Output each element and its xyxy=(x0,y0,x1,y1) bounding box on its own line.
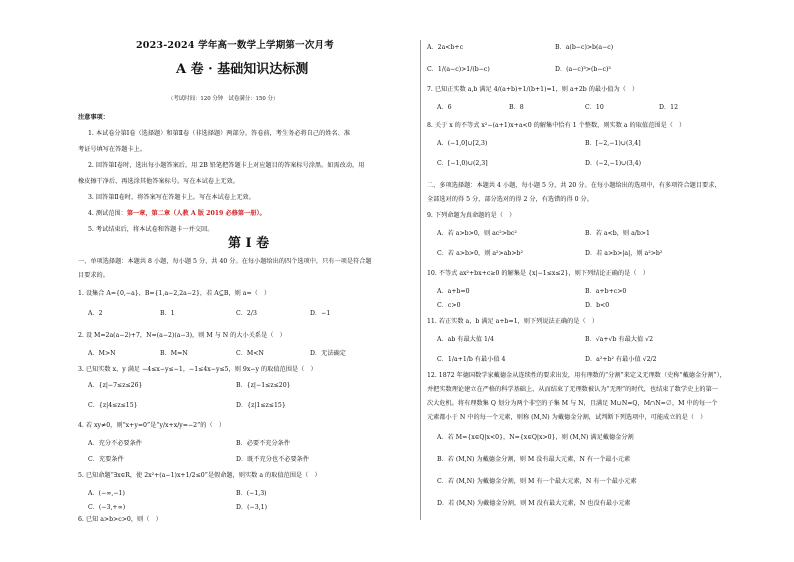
option-c[interactable]: C．c>0 xyxy=(437,302,461,309)
question-stem: 4. 若 xy≠0，则“x+y=0”是“y/x+x/y=−2”的（ ） xyxy=(78,422,226,429)
note-line xyxy=(88,210,266,217)
section-title: 第 Ⅰ 卷 xyxy=(228,236,270,251)
option-a[interactable]: A．6 xyxy=(437,104,452,111)
option-b[interactable]: B．必要不充分条件 xyxy=(236,440,291,447)
option-d[interactable]: D．−1 xyxy=(310,310,331,317)
exam-subtitle: A 卷 · 基础知识达标测 xyxy=(176,62,309,77)
part2-intro: 二、多项选择题：本题共 4 小题，每小题 5 分，共 20 分。在每小题给出的选项中，有多项符合题目要求， xyxy=(427,182,721,189)
note-line: 5. 考试结束后，将本试卷和答题卡一并交回。 xyxy=(88,226,214,233)
part1-intro: 目要求的。 xyxy=(78,272,109,279)
option-d[interactable]: D．无法确定 xyxy=(310,350,346,357)
option-d[interactable]: D．{z|1≤z≤15} xyxy=(236,402,286,409)
note-line: 1. 本试卷分第Ⅰ卷（选择题）和第Ⅱ卷（非选择题）两部分。答卷前，考生务必将自己的姓名、准 xyxy=(88,130,351,137)
option-d[interactable]: D．b<0 xyxy=(585,302,610,309)
question-stem: 10. 不等式 ax²+bx+c≥0 的解集是 {x|−1≤x≤2}，则下列结论正确的是（ ） xyxy=(427,270,649,277)
question-stem: 元素都小于 N 中的每一个元素，则称 (M,N) 为戴德金分割，试判断下列选项中，可能成立的是（ ） xyxy=(427,414,707,421)
option-b[interactable]: B．√a+√b 有最大值 √2 xyxy=(585,336,654,343)
option-a[interactable]: A．(−∞,−1) xyxy=(88,490,125,497)
option-a[interactable]: A．(−1,0]∪[2,3) xyxy=(437,140,488,147)
part1-intro: 一、单项选择题：本题共 8 小题，每小题 5 分，共 40 分。在每小题给出的四个选项中，只有一项是符合题 xyxy=(78,258,372,265)
option-b[interactable]: B．1 xyxy=(160,310,175,317)
exam-info: （考试时间：120 分钟 试卷满分：150 分） xyxy=(168,96,279,102)
option-c[interactable]: C．1/a+1/b 有最小值 4 xyxy=(437,356,506,363)
option-b[interactable]: B．8 xyxy=(509,104,524,111)
question-stem: 12. 1872 年德国数学家戴德金从连续性的要求出发，用有理数的“分割”来定义无理数（史称“戴德金分割”）， xyxy=(427,372,726,379)
question-stem: 11. 若正实数 a，b 满足 a+b=1，则下列说法正确的是（ ） xyxy=(427,318,599,325)
option-a[interactable]: A．2 xyxy=(88,310,103,317)
question-stem: 7. 已知正实数 a,b 满足 4/(a+b)+1/(b+1)=1，则 a+2b 的最小值为（ ） xyxy=(427,86,639,93)
question-stem: 2. 设 M=2a(a−2)+7，N=(a−2)(a−3)，则 M 与 N 的大小关系是（ ） xyxy=(78,332,286,339)
question-stem: 1. 设集合 A={0,−a}，B={1,a−2,2a−2}，若 A⊆B，则 a=（ ） xyxy=(78,290,271,297)
question-stem: 并把实数理论建立在严格的科学基础上，从而结束了无理数被认为“无理”的时代，也结束了数学史上的第一 xyxy=(427,386,718,393)
option-c[interactable]: C．若 a>b>0，则 a²>ab>b² xyxy=(437,250,524,257)
question-stem: 8. 关于 x 的不等式 x²−(a+1)x+a<0 的解集中恰有 1 个整数，则实数 a 的取值范围是（ ） xyxy=(427,122,686,129)
note-line: 2. 回答第Ⅰ卷时，选出每小题答案后，用 2B 铅笔把答题卡上对应题目的答案标号涂黑。如需改动，用 xyxy=(88,162,365,169)
option-a[interactable]: A．2a<b+c xyxy=(427,44,464,51)
option-d[interactable]: D．若 a>b>|a|，则 a²>b² xyxy=(585,250,663,257)
column-divider xyxy=(420,40,421,520)
note-line: 3. 回答第Ⅱ卷时，将答案写在答题卡上。写在本试卷上无效。 xyxy=(88,194,255,201)
option-c[interactable]: C．(−3,+∞) xyxy=(88,504,126,511)
option-b[interactable]: B．{z|−1≤z≤20} xyxy=(236,382,291,389)
option-c[interactable]: C．[−1,0)∪(2,3] xyxy=(437,160,488,167)
option-c[interactable]: C．2/3 xyxy=(236,310,257,317)
option-d[interactable]: D．若 (M,N) 为戴德金分割，则 M 没有最大元素，N 也没有最小元素 xyxy=(437,500,631,507)
option-c[interactable]: C．若 (M,N) 为戴德金分割，则 M 有一个最大元素，N 有一个最小元素 xyxy=(437,478,637,485)
option-b[interactable]: B．M=N xyxy=(160,350,188,357)
question-stem: 次大危机。将有理数集 Q 划分为两个非空的子集 M 与 N，且满足 M∪N=Q，M∩N=∅，M 中的每一个 xyxy=(427,400,718,407)
left-column xyxy=(78,0,414,562)
option-c[interactable]: C．1/(a−c)>1/(b−c) xyxy=(427,66,490,73)
option-a[interactable]: A．若 a>b>0，则 ac²>bc² xyxy=(437,230,517,237)
option-a[interactable]: A．ab 有最大值 1/4 xyxy=(437,336,494,343)
option-b[interactable]: B．(−1,3) xyxy=(236,490,267,497)
option-b[interactable]: B．[−2,−1)∪(3,4] xyxy=(585,140,641,147)
question-stem: 6. 已知 a>b>c>0，则（ ） xyxy=(78,516,162,523)
option-c[interactable]: C．M<N xyxy=(236,350,264,357)
exam-title: 2023-2024 学年高一数学上学期第一次月考 xyxy=(136,40,334,51)
right-column xyxy=(427,0,763,562)
option-d[interactable]: D．(−2,−1)∪(3,4) xyxy=(585,160,642,167)
option-c[interactable]: C．{z|4≤z≤15} xyxy=(88,402,138,409)
note-line: 考证号填写在答题卡上。 xyxy=(78,146,147,153)
option-a[interactable]: A．M>N xyxy=(88,350,116,357)
part2-intro: 全部选对的得 5 分，部分选对的得 2 分，有选错的得 0 分。 xyxy=(427,196,593,203)
option-a[interactable]: A．{z|−7≤z≤26} xyxy=(88,382,143,389)
option-a[interactable]: A．a+b=0 xyxy=(437,288,470,295)
option-b[interactable]: B．若 a<b，则 a/b>1 xyxy=(585,230,650,237)
option-b[interactable]: B．a+b+c>0 xyxy=(585,288,627,295)
question-stem: 5. 已知命题“∃x∈R，使 2x²+(a−1)x+1/2≤0”是假命题，则实数 a 的取值范围是（ ） xyxy=(78,472,321,479)
option-d[interactable]: D．既不充分也不必要条件 xyxy=(236,456,310,463)
option-a[interactable]: A．若 M={x∈Q|x<0}，N={x∈Q|x>0}，则 (M,N) 满足戴德金分割 xyxy=(437,434,634,441)
option-d[interactable]: D．(a−c)³>(b−c)³ xyxy=(555,66,611,73)
option-a[interactable]: A．充分不必要条件 xyxy=(88,440,142,447)
question-stem: 9. 下列命题为真命题的是（ ） xyxy=(427,212,516,219)
option-d[interactable]: D．(−3,1) xyxy=(236,504,268,511)
note-scope-label: 4. 测试范围： xyxy=(88,210,127,217)
notes-heading: 注意事项： xyxy=(78,114,109,121)
option-d[interactable]: D．12 xyxy=(659,104,679,111)
option-b[interactable]: B．若 (M,N) 为戴德金分割，则 M 没有最大元素，N 有一个最小元素 xyxy=(437,456,631,463)
option-c[interactable]: C．充要条件 xyxy=(88,456,124,463)
note-line: 橡皮擦干净后，再选涂其他答案标号。写在本试卷上无效。 xyxy=(78,178,239,185)
option-d[interactable]: D．a²+b² 有最小值 √2/2 xyxy=(585,356,657,363)
option-b[interactable]: B．a(b−c)>b(a−c) xyxy=(555,44,614,51)
note-scope-highlight: 第一章，第二章（人教 A 版 2019 必修第一册）。 xyxy=(126,210,266,217)
question-stem: 3. 已知实数 x，y 满足 −4≤x−y≤−1，−1≤4x−y≤5，则 9x−y 的取值范围是（ ） xyxy=(78,366,317,373)
option-c[interactable]: C．10 xyxy=(585,104,604,111)
